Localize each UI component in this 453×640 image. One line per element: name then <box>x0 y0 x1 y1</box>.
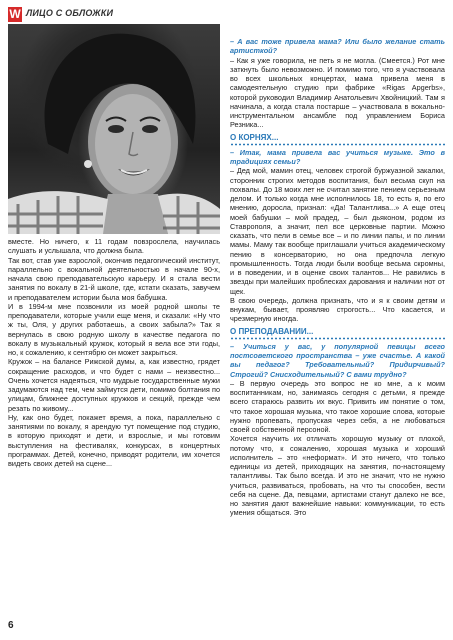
section-heading-teaching: О ПРЕПОДАВАНИИ... <box>230 326 314 336</box>
interview-answer: – Дед мой, мамин отец, человек строгой буржуазной закалки, сторонник строгих методов воспитания, был весьма скуп на похвалы. До 18 моих лет не считал занятие пением серьезным делом. И только когда мне исполнилось 18, то есть я, по его мнению, доросла, признал: «Да! Талантлива...» А еще отец моей бабушки – мой прадед, – был дьяконом, родом из Ставрополя, а значит, пел все церковные партии. Можно сказать, что пели в семье все – и по линии папы, и по линии мамы. Маму так вообще приглашали учиться академическому пению в консерваторию, но она предпочла легкую промышленность. Тогда люди были вообще весьма скромны, и в поведении, и в оценке своих талантов... Не равились в звезды при малейших проблесках дарования и наличии нот от щек. <box>230 166 445 296</box>
portrait-illustration <box>8 24 220 234</box>
paragraph: И в 1994-м мне позвонили из моей родной школы те преподаватели, которые учили еще меня, и сказали: «Ну что ж ты, Оля, у других работаешь, а своих забыла?» Так я вернулась в свою родную школу в качестве педагога по вокалу в музыкальный кружок, который я вела все эти годы, но, к сожалению, к сентябрю он может закрыться. <box>8 301 220 357</box>
section-title: ЛИЦО С ОБЛОЖКИ <box>26 8 114 18</box>
section-heading-roots: О КОРНЯХ... <box>230 132 279 142</box>
dotted-divider <box>230 337 445 340</box>
interview-answer: – В первую очередь это вопрос не ко мне, а к моим воспитанникам, но, занимаясь сегодня с детьми, я прежде всего стараюсь развить их вкус. Привить им понятие о том, что такое хорошая музыка, что такое хорошие слова, которые нужно пропевать, пропуская через себя, а не любоваться своей собственной персоной. <box>230 378 445 434</box>
magazine-logo: W <box>9 7 21 21</box>
interview-answer: – Как я уже говорила, не петь я не могла. (Смеется.) Рот мне заткнуть было невозможно. И помимо того, что я участвовала во всех школьных концертах, мама привела меня в самодеятельную студию при фабрике «Rigas Apgerbs», которой руководил Владимир Анатольевич Хвойницкий. Там я начинала, а когда стала постарше – участвовала в вокально-инструментальном ансамбле под управлением Бориса Резника... <box>230 55 445 130</box>
page-number: 6 <box>8 620 14 631</box>
interview-answer: Хочется научить их отличать хорошую музыку от плохой, потому что, к сожалению, хорошая музыка и хороший исполнитель – это «неформат». И это ничего, что только единицы из детей, приходящих на занятия, по-настоящему талантливы. Так было всегда. И это не значит, что не нужно учиться, развиваться, пробовать, на что ты способен, вести себя на сцене. Да, певцами, артистами станут далеко не все, но занятия дают важнейшие навыки: коммуникации, то есть умения общаться. Это <box>230 434 445 518</box>
right-column <box>230 37 445 518</box>
paragraph: Так вот, став уже взрослой, окончив педагогический институт, параллельно с вокальной деятельностью в начале 90-х, начала свою преподавательскую карьеру. И я стала вести занятия по вокалу в 21-й школе, где, кстати сказать, завучем и преподавателем истории была моя бабушка. <box>8 255 220 302</box>
paragraph: вместе. Но ничего, к 11 годам повзрослела, научилась слушать и услышала, что должна была. <box>8 237 220 256</box>
paragraph: Ну, как оно будет, покажет время, а пока, параллельно с занятиями по вокалу, я арендую тут помещение под студию, в которую приходят и дети, и взрослые, и мы готовим выступления на фестивалях, конкурсах, в концертных программах. Детей, конечно, приводят родители, им хочется видеть своих детей на сцене... <box>8 412 220 468</box>
interview-answer: В свою очередь, должна признать, что и я к своим детям и внукам, бывает, проявляю строгость... Что касается, и чрезмерную иногда. <box>230 295 445 324</box>
interview-question: – А вас тоже привела мама? Или было желание стать артисткой? <box>230 37 445 56</box>
portrait-photo <box>8 24 220 234</box>
dotted-divider <box>230 143 445 146</box>
left-column <box>8 237 220 468</box>
paragraph: Кружок – на балансе Рижской думы, а, как известно, грядет сокращение расходов, и что будет с нами – неизвестно... Очень хочется надеяться, что мудрые государственные мужи задумаются над тем, чем займутся дети, помимо болтания по улицам, ближнее доступных кружков и секций, прежде чем резать по живому... <box>8 357 220 413</box>
interview-question: – Итак, мама привела вас учиться музыке. Это в традициях семьи? <box>230 147 445 166</box>
interview-question: – Учиться у вас, у популярной певицы всего постсоветского пространства – уже счастье. А какой вы педагог? Требовательный? Придирчивый? Строгий? Снисходительный? С вами трудно? <box>230 341 445 379</box>
